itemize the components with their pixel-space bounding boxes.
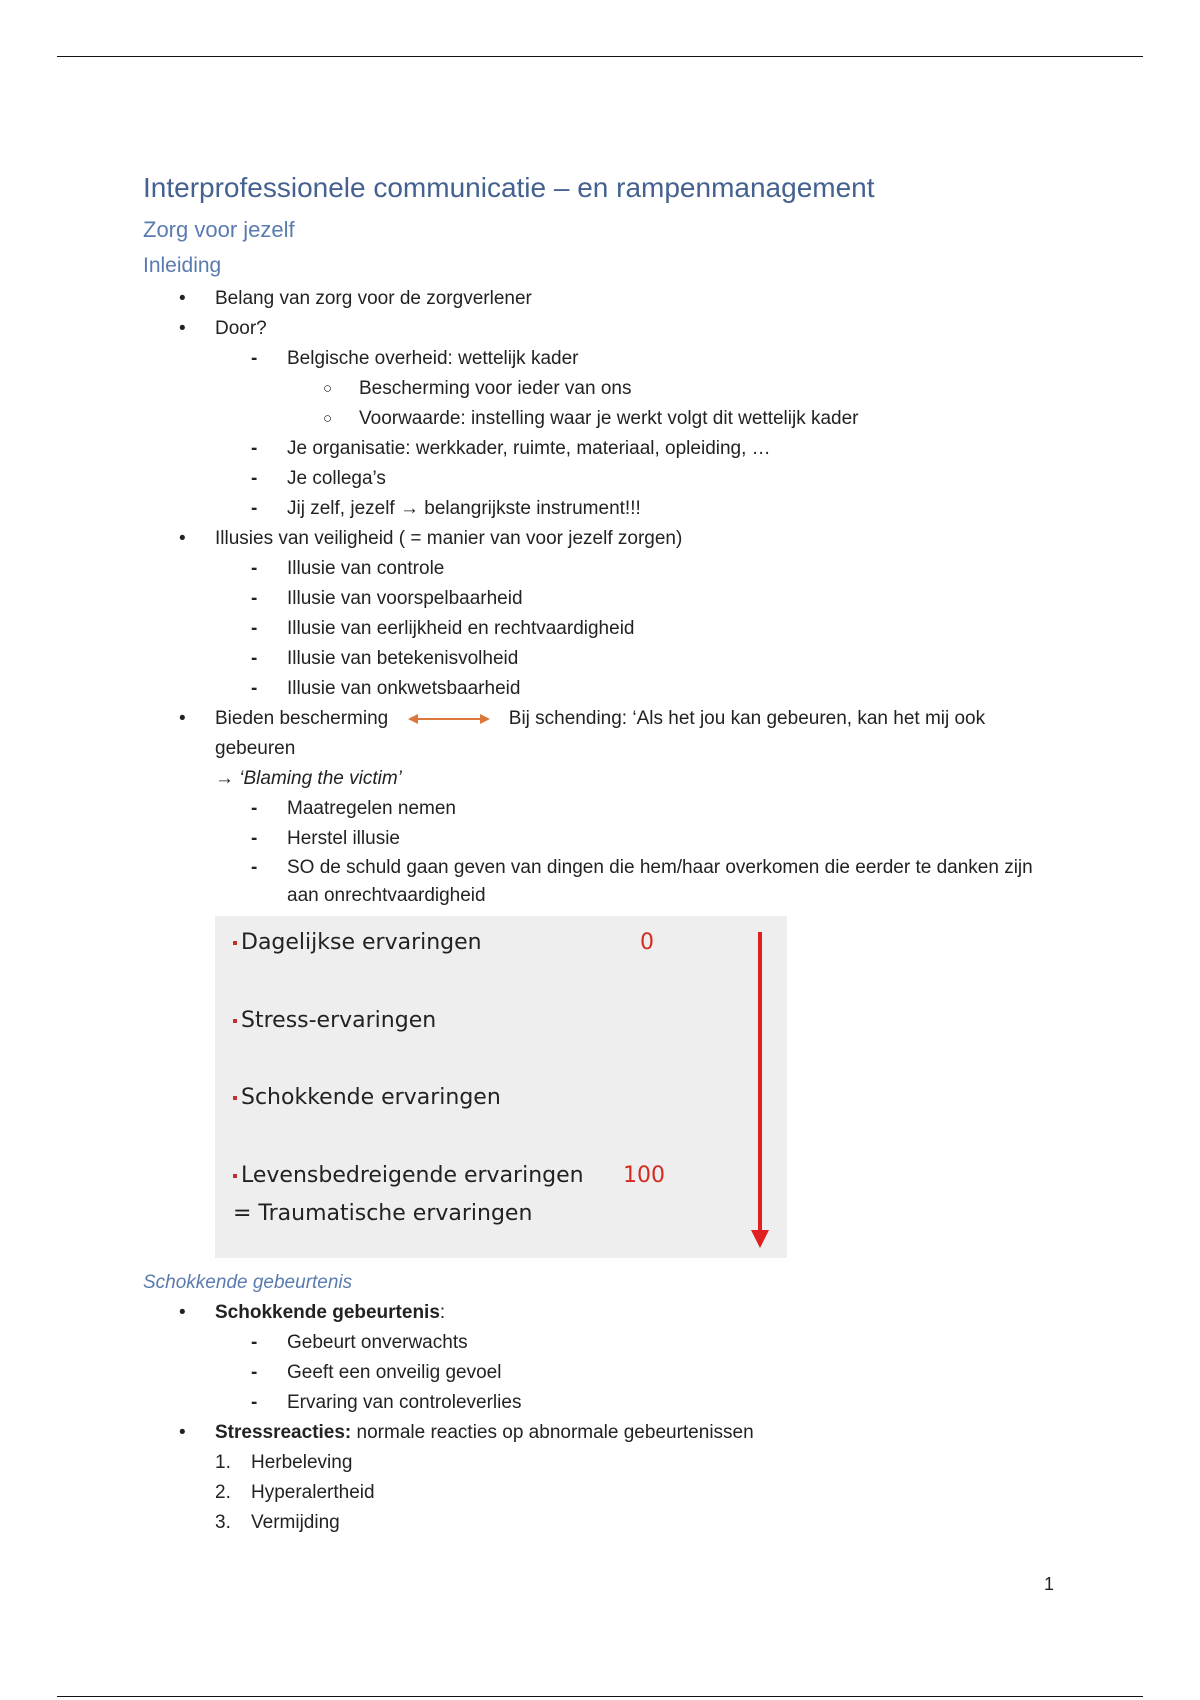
section-heading: Zorg voor jezelf (143, 217, 295, 242)
dash-marker: - (251, 438, 258, 459)
blaming-the-victim-note: → ‘Blaming the victim’ (215, 768, 402, 789)
sub-sub-list (287, 374, 1063, 434)
double-arrow-icon (408, 712, 490, 726)
dash-marker: - (251, 678, 258, 699)
dash-marker: - (251, 588, 258, 609)
list-item-text: Bij schending: ‘Als het jou kan gebeuren, kan het mij ook (508, 708, 986, 729)
sub-list (215, 794, 1063, 910)
experience-scale-diagram (215, 916, 787, 1258)
list-item-text: Illusie van controle (287, 558, 445, 579)
list-item (143, 1478, 1063, 1508)
bullet-marker: • (179, 1422, 186, 1443)
down-arrow-icon (745, 928, 775, 1248)
list-item-term: Schokkende gebeurtenis (215, 1302, 440, 1323)
list-item-text: Bescherming voor ieder van ons (359, 378, 632, 399)
circle-marker: ○ (323, 380, 333, 397)
bullet-marker: • (179, 1302, 186, 1323)
square-bullet-icon (233, 1019, 237, 1023)
bullet-marker: • (179, 318, 186, 339)
list-item-colon: : (439, 1302, 446, 1323)
list-item-text: Belang van zorg voor de zorgverlener (215, 288, 532, 309)
list-item (143, 1298, 1063, 1418)
list-item-text: Je collega’s (287, 468, 386, 489)
number-marker: 1. (215, 1452, 231, 1473)
list-item-text: Herbeleving (251, 1452, 353, 1473)
list-item (143, 614, 1063, 644)
diagram-item-label: Stress-ervaringen (241, 1008, 437, 1033)
numbered-list (215, 1448, 1063, 1538)
dash-marker: - (251, 1362, 258, 1383)
list-item (143, 824, 1063, 854)
bullet-marker: • (179, 708, 186, 729)
list-item (143, 584, 1063, 614)
list-item (143, 314, 1063, 524)
list-item-text: Illusie van voorspelbaarheid (287, 588, 523, 609)
sub-list (215, 1328, 1063, 1418)
list-item-text: SO de schuld gaan geven van dingen die hem/haar overkomen die eerder te danken zijn aan onrechtvaardigheid (287, 857, 1033, 906)
diagram-item (233, 1161, 584, 1191)
list-item (143, 1418, 1063, 1538)
list-item-text: Maatregelen nemen (287, 798, 456, 819)
list-item-text: Door? (215, 318, 267, 339)
list-item (143, 854, 1063, 910)
list-item-text: normale reacties op abnormale gebeurtenissen (351, 1422, 754, 1443)
list-item (143, 674, 1063, 704)
dash-marker: - (251, 618, 258, 639)
list-item (143, 494, 1063, 524)
main-bullet-list (143, 284, 1063, 910)
diagram-item (233, 1083, 501, 1113)
scale-value-bottom: 100 (623, 1163, 665, 1188)
diagram-item-label: Levensbedreigende ervaringen (241, 1163, 584, 1188)
list-item-text: Jij zelf, jezelf → belangrijkste instrument!!! (287, 498, 641, 519)
document-body (143, 168, 1063, 1538)
list-item (143, 524, 1063, 704)
list-item (143, 704, 1063, 910)
list-item-text: Illusie van betekenisvolheid (287, 648, 519, 669)
list-item (143, 1448, 1063, 1478)
list-item (143, 554, 1063, 584)
dash-marker: - (251, 798, 258, 819)
dash-marker: - (251, 1332, 258, 1353)
second-bullet-list (143, 1298, 1063, 1538)
dash-marker: - (251, 648, 258, 669)
list-item (143, 1328, 1063, 1358)
list-item (143, 344, 1063, 434)
list-item-text: Illusie van eerlijkheid en rechtvaardigheid (287, 618, 635, 639)
document-title: Interprofessionele communicatie – en rampenmanagement (143, 172, 875, 203)
list-item-term: Stressreacties: (215, 1422, 352, 1443)
square-bullet-icon (233, 941, 237, 945)
diagram-item-summary: = Traumatische ervaringen (233, 1201, 533, 1226)
diagram-item (233, 928, 482, 958)
list-item-text: Vermijding (251, 1512, 340, 1533)
list-item (143, 794, 1063, 824)
sub-list (215, 344, 1063, 524)
dash-marker: - (251, 558, 258, 579)
sub-list (215, 554, 1063, 704)
list-item-text: Illusies van veiligheid ( = manier van voor jezelf zorgen) (215, 528, 683, 549)
bullet-marker: • (179, 528, 186, 549)
list-item-text: Herstel illusie (287, 828, 400, 849)
square-bullet-icon (233, 1174, 237, 1178)
diagram-item (233, 1006, 436, 1036)
list-item-text: gebeuren (215, 738, 296, 759)
list-item-text: Illusie van onkwetsbaarheid (287, 678, 521, 699)
list-item-text: Hyperalertheid (251, 1482, 375, 1503)
list-item (143, 1358, 1063, 1388)
list-item-text: Je organisatie: werkkader, ruimte, materiaal, opleiding, … (287, 438, 771, 459)
list-item-text: Bieden bescherming (215, 708, 389, 729)
list-item (143, 284, 1063, 314)
subsection-heading: Inleiding (143, 254, 222, 277)
dash-marker: - (251, 828, 258, 849)
diagram-item-label: Schokkende ervaringen (241, 1085, 501, 1110)
list-item (143, 374, 1063, 404)
square-bullet-icon (233, 1096, 237, 1100)
list-item (143, 434, 1063, 464)
list-item (143, 644, 1063, 674)
dash-marker: - (251, 348, 258, 369)
list-item-text: Geeft een onveilig gevoel (287, 1362, 502, 1383)
page-number: 1 (1044, 1574, 1055, 1594)
list-item-text: Belgische overheid: wettelijk kader (287, 348, 579, 369)
dash-marker: - (251, 1392, 258, 1413)
scale-value-top: 0 (640, 930, 654, 955)
list-item (143, 464, 1063, 494)
dash-marker: - (251, 498, 258, 519)
dash-marker: - (251, 468, 258, 489)
list-item (143, 404, 1063, 434)
list-item (143, 1508, 1063, 1538)
number-marker: 2. (215, 1482, 231, 1503)
list-item (143, 1388, 1063, 1418)
circle-marker: ○ (323, 410, 333, 427)
list-item-text: Voorwaarde: instelling waar je werkt volgt dit wettelijk kader (359, 408, 859, 429)
subheading-schokkende-gebeurtenis: Schokkende gebeurtenis (143, 1272, 353, 1293)
number-marker: 3. (215, 1512, 231, 1533)
list-item-text: Ervaring van controleverlies (287, 1392, 522, 1413)
bullet-marker: • (179, 288, 186, 309)
list-item-text: Gebeurt onverwachts (287, 1332, 468, 1353)
header-rule (57, 56, 1143, 57)
footer-rule (57, 1696, 1143, 1697)
dash-marker: - (251, 857, 258, 878)
diagram-item-label: Dagelijkse ervaringen (241, 930, 482, 955)
